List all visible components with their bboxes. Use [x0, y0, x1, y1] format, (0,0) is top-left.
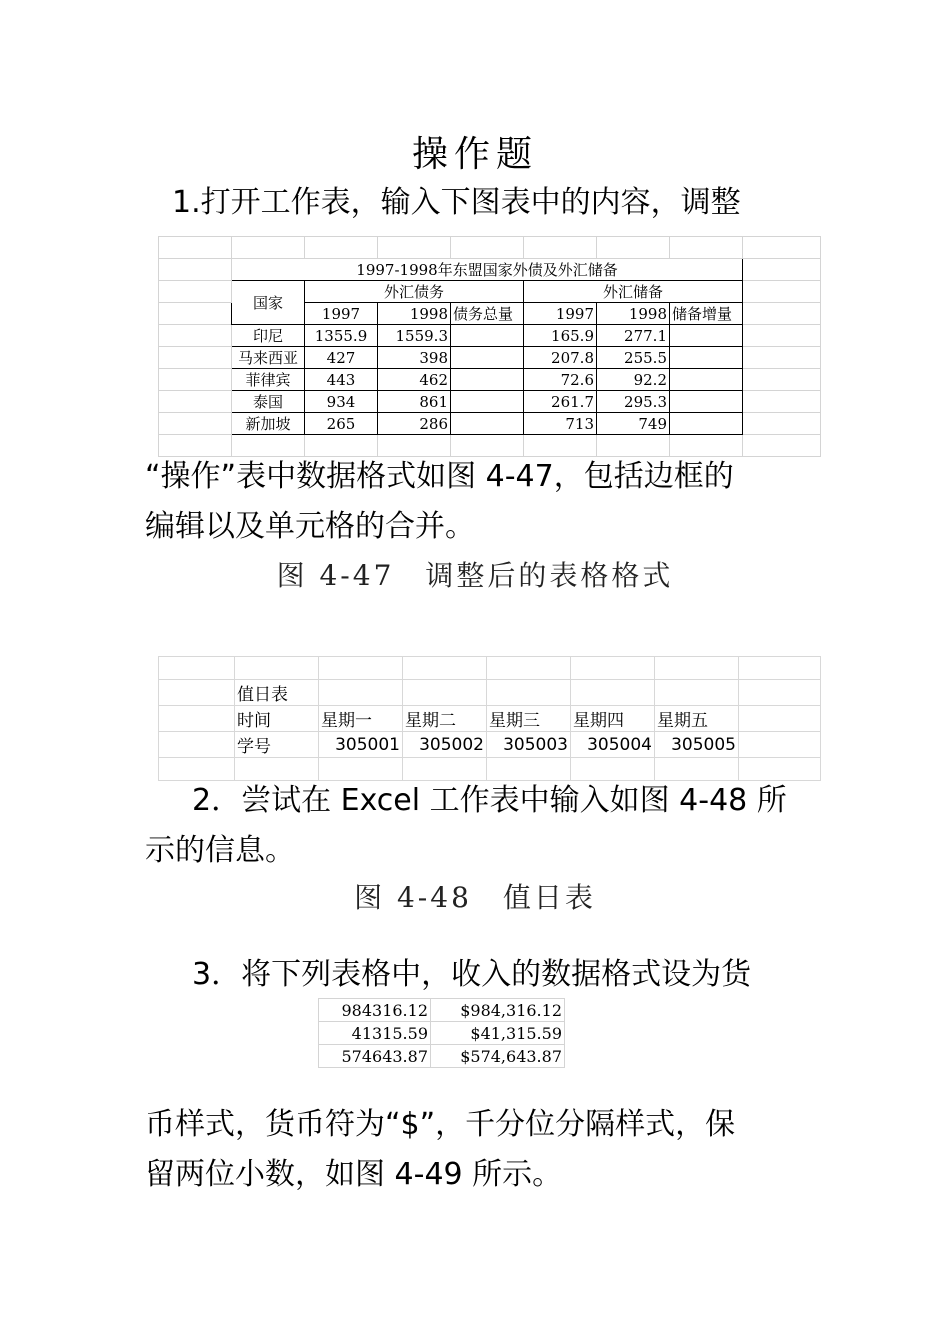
figure-4-48-table: [158, 656, 821, 781]
currency-value-cell: $41,315.59: [431, 1022, 565, 1045]
question-3-line-1: 3．将下列表格中，收入的数据格式设为货: [192, 957, 752, 992]
id-cell: 305003: [487, 732, 571, 758]
group-header-debt: 外汇债务: [305, 281, 524, 303]
data-cell: 261.7: [524, 391, 597, 413]
table-row: [319, 999, 565, 1022]
data-cell: 165.9: [524, 325, 597, 347]
day-cell: 星期一: [319, 706, 403, 732]
currency-value-cell: $984,316.12: [431, 999, 565, 1022]
sub-header: 1997: [305, 303, 378, 325]
row-label: 时间: [235, 706, 319, 732]
data-cell: [670, 369, 743, 391]
currency-value-cell: $574,643.87: [431, 1045, 565, 1068]
sub-header: 债务总量: [451, 303, 524, 325]
table-row: [159, 732, 821, 758]
data-cell: 1355.9: [305, 325, 378, 347]
data-cell: 277.1: [597, 325, 670, 347]
day-cell: 星期五: [655, 706, 739, 732]
question-1-line-3: 编辑以及单元格的合并。: [145, 509, 475, 544]
table-row: [159, 281, 821, 303]
data-cell: 207.8: [524, 347, 597, 369]
sub-header: 1997: [524, 303, 597, 325]
data-cell: 72.6: [524, 369, 597, 391]
data-cell: [670, 413, 743, 435]
id-cell: 305004: [571, 732, 655, 758]
data-cell: 443: [305, 369, 378, 391]
data-cell: [670, 391, 743, 413]
data-cell: [670, 347, 743, 369]
raw-value-cell: 41315.59: [319, 1022, 431, 1045]
table-row: [159, 680, 821, 706]
data-cell: [451, 369, 524, 391]
id-cell: 305002: [403, 732, 487, 758]
duty-table-title: 值日表: [235, 680, 319, 706]
country-cell: 菲律宾: [232, 369, 305, 391]
table-row: [159, 325, 821, 347]
page-title: 操作题: [411, 134, 538, 175]
data-cell: 462: [378, 369, 451, 391]
data-cell: 92.2: [597, 369, 670, 391]
data-cell: 295.3: [597, 391, 670, 413]
data-cell: 255.5: [597, 347, 670, 369]
day-cell: 星期四: [571, 706, 655, 732]
data-cell: 265: [305, 413, 378, 435]
data-cell: [451, 347, 524, 369]
table-row: [159, 706, 821, 732]
group-header-reserve: 外汇储备: [524, 281, 743, 303]
table-row: [319, 1022, 565, 1045]
question-1-line-2: “操作”表中数据格式如图 4-47，包括边框的: [145, 459, 734, 494]
data-cell: 934: [305, 391, 378, 413]
data-cell: 713: [524, 413, 597, 435]
data-cell: 861: [378, 391, 451, 413]
raw-value-cell: 984316.12: [319, 999, 431, 1022]
table-row: [159, 237, 821, 259]
data-cell: 749: [597, 413, 670, 435]
data-cell: [451, 391, 524, 413]
id-cell: 305001: [319, 732, 403, 758]
day-cell: 星期三: [487, 706, 571, 732]
table-row: [159, 391, 821, 413]
currency-format-table: [318, 998, 565, 1068]
table-row: [319, 1045, 565, 1068]
sub-header: 1998: [378, 303, 451, 325]
table-row: [159, 657, 821, 680]
data-cell: [451, 325, 524, 347]
country-header: 国家: [232, 281, 305, 325]
data-cell: [451, 413, 524, 435]
question-2-line-2: 示的信息。: [145, 833, 295, 868]
question-3-line-2: 币样式，货币符为“$”，千分位分隔样式，保: [145, 1107, 736, 1142]
country-cell: 新加坡: [232, 413, 305, 435]
figure-4-47-table: [158, 236, 821, 457]
data-cell: 427: [305, 347, 378, 369]
table-row: [159, 369, 821, 391]
country-cell: 泰国: [232, 391, 305, 413]
figure-caption-4-48: 图 4-48 值日表: [354, 881, 596, 914]
question-1-line-1: 1.打开工作表，输入下图表中的内容，调整: [172, 185, 741, 220]
country-cell: 印尼: [232, 325, 305, 347]
table-row: [159, 259, 821, 281]
table-row: [159, 347, 821, 369]
country-cell: 马来西亚: [232, 347, 305, 369]
question-2-line-1: 2．尝试在 Excel 工作表中输入如图 4-48 所: [192, 783, 787, 818]
id-cell: 305005: [655, 732, 739, 758]
data-cell: [670, 325, 743, 347]
question-3-line-3: 留两位小数，如图 4-49 所示。: [145, 1157, 563, 1192]
sub-header: 1998: [597, 303, 670, 325]
raw-value-cell: 574643.87: [319, 1045, 431, 1068]
data-cell: 1559.3: [378, 325, 451, 347]
table-title: 1997-1998年东盟国家外债及外汇储备: [232, 259, 743, 281]
data-cell: 398: [378, 347, 451, 369]
data-cell: 286: [378, 413, 451, 435]
sub-header: 储备增量: [670, 303, 743, 325]
table-row: [159, 413, 821, 435]
row-label: 学号: [235, 732, 319, 758]
figure-caption-4-47: 图 4-47 调整后的表格格式: [276, 559, 674, 592]
day-cell: 星期二: [403, 706, 487, 732]
